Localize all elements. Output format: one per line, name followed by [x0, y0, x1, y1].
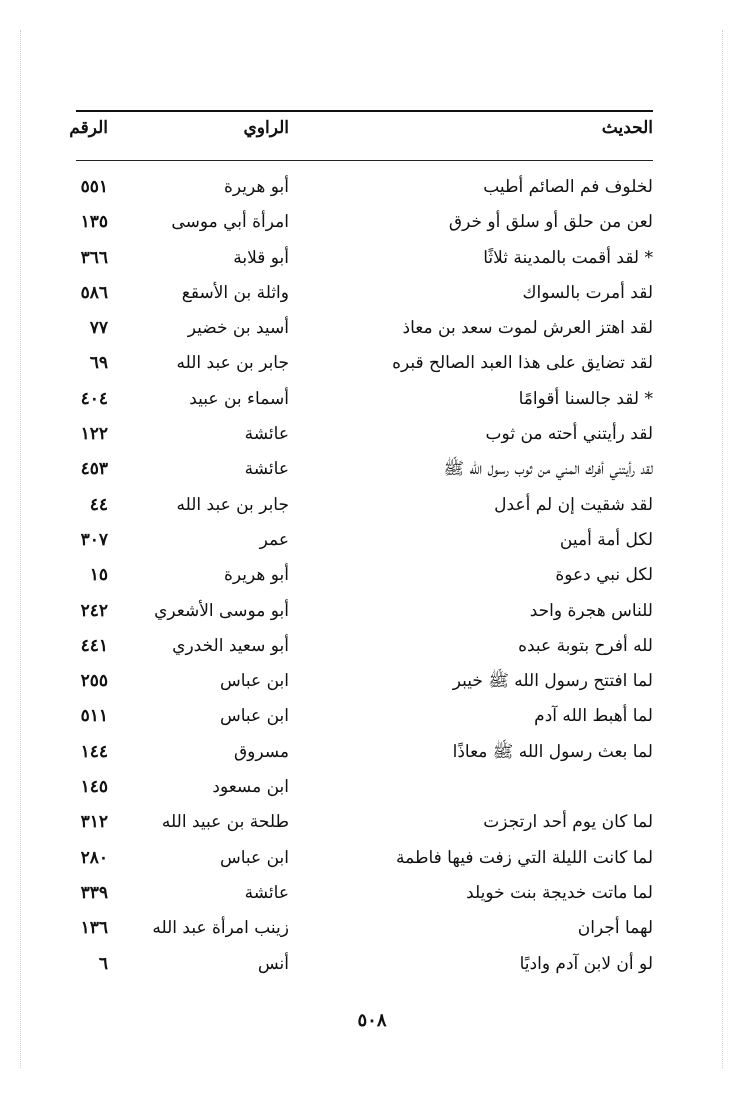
- hadith-number: ٤٤١: [80, 635, 108, 656]
- hadith-number: ٥٥١: [80, 177, 108, 197]
- header-hadith: الحديث: [601, 118, 653, 138]
- narrator-name: عائشة: [244, 882, 289, 903]
- table-row: [0, 276, 744, 311]
- table-row: [0, 170, 744, 205]
- table-row: [0, 911, 744, 946]
- narrator-name: أبو هريرة: [223, 177, 289, 197]
- table-row: [0, 417, 744, 452]
- hadith-number: ٢٤٢: [80, 600, 108, 621]
- table-row: [0, 523, 744, 558]
- hadith-text: لله أفرح بتوبة عبده: [518, 635, 653, 656]
- top-rule: [76, 110, 653, 112]
- hadith-text: لعن من حلق أو سلق أو خرق: [448, 212, 653, 233]
- narrator-name: أبو موسى الأشعري: [154, 600, 289, 621]
- table-row: [0, 241, 744, 276]
- narrator-name: ابن عباس: [219, 706, 289, 727]
- hadith-text: لما افتتح رسول الله ﷺ خيبر: [452, 671, 653, 692]
- page-number: ٥٠٨: [357, 1010, 387, 1031]
- hadith-text: لقد تضايق على هذا العبد الصالح قبره: [392, 353, 653, 374]
- hadith-text: لقد رأيتني أحته من ثوب: [485, 424, 653, 445]
- table-row: [0, 311, 744, 346]
- hadith-number: ١٣٥: [80, 212, 108, 233]
- hadith-number: ٥٨٦: [80, 282, 108, 303]
- hadith-text: لكل نبي دعوة: [555, 565, 653, 586]
- hadith-text: لهما أجران: [577, 918, 653, 939]
- hadith-text: * لقد أقمت بالمدينة ثلاثًا: [483, 247, 653, 268]
- table-row: [0, 876, 744, 911]
- hadith-text: لما بعث رسول الله ﷺ معاذًا: [452, 741, 653, 762]
- table-row: [0, 382, 744, 417]
- hadith-number: ٣١٢: [80, 812, 108, 833]
- hadith-text: لكل أمة أمين: [559, 529, 653, 550]
- narrator-name: ابن عباس: [219, 847, 289, 868]
- narrator-name: ابن عباس: [219, 671, 289, 692]
- hadith-text: لما أهبط الله آدم: [534, 706, 653, 727]
- hadith-text: لقد رأيتني أفرك المني من ثوب رسول الله ﷺ: [443, 459, 653, 480]
- narrator-name: جابر بن عبد الله: [176, 494, 289, 515]
- table-row: [0, 805, 744, 840]
- table-row: [0, 346, 744, 381]
- hadith-number: ١٤٥: [80, 777, 108, 798]
- narrator-name: عمر: [259, 529, 289, 550]
- table-row: [0, 594, 744, 629]
- hadith-text: لخلوف فم الصائم أطيب: [483, 177, 653, 197]
- hadith-number: ٣٠٧: [80, 529, 108, 550]
- narrator-name: طلحة بن عبيد الله: [161, 812, 289, 833]
- hadith-text: للناس هجرة واحد: [529, 600, 653, 621]
- narrator-name: ابن مسعود: [212, 777, 289, 798]
- narrator-name: جابر بن عبد الله: [176, 353, 289, 374]
- hadith-number: ٧٧: [89, 318, 108, 339]
- hadith-number: ٤٤: [89, 494, 108, 515]
- hadith-number: ٤٥٣: [80, 459, 108, 480]
- hadith-text: * لقد جالسنا أقوامًا: [518, 388, 653, 409]
- hadith-text: لقد اهتز العرش لموت سعد بن معاذ: [402, 318, 653, 339]
- narrator-name: أسيد بن خضير: [187, 318, 289, 339]
- header-rawi: الراوي: [243, 118, 289, 138]
- table-row: [0, 770, 744, 805]
- hadith-number: ١٥: [89, 565, 108, 586]
- table-row: [0, 664, 744, 699]
- hadith-number: ٣٣٩: [80, 882, 108, 903]
- table-header: [0, 118, 744, 150]
- hadith-number: ٢٨٠: [80, 847, 108, 868]
- narrator-name: أبو هريرة: [223, 565, 289, 586]
- table-row: [0, 841, 744, 876]
- narrator-name: واثلة بن الأسقع: [181, 282, 289, 303]
- hadith-number: ٣٦٦: [80, 247, 108, 268]
- narrator-name: عائشة: [244, 424, 289, 445]
- table-row: [0, 558, 744, 593]
- table-row: [0, 452, 744, 487]
- narrator-name: أبو سعيد الخدري: [172, 635, 289, 656]
- header-number: الرقم: [69, 118, 108, 138]
- hadith-number: ٤٠٤: [80, 388, 108, 409]
- narrator-name: أبو قلابة: [233, 247, 289, 268]
- narrator-name: امرأة أبي موسى: [171, 212, 289, 233]
- hadith-text: لقد أمرت بالسواك: [522, 282, 653, 303]
- hadith-text: لقد شقيت إن لم أعدل: [494, 494, 653, 515]
- table-row: [0, 205, 744, 240]
- table-row: [0, 488, 744, 523]
- table-row: [0, 699, 744, 734]
- index-table: [0, 170, 744, 982]
- table-row: [0, 629, 744, 664]
- hadith-number: ٥١١: [80, 706, 108, 727]
- hadith-text: لما كان يوم أحد ارتجزت: [483, 812, 653, 833]
- narrator-name: زينب امرأة عبد الله: [152, 918, 289, 939]
- table-row: [0, 735, 744, 770]
- hadith-text: لو أن لابن آدم واديًا: [519, 953, 653, 974]
- hadith-number: ٢٥٥: [80, 671, 108, 692]
- narrator-name: مسروق: [233, 741, 289, 762]
- hadith-text: لما كانت الليلة التي زفت فيها فاطمة: [396, 847, 653, 868]
- hadith-number: ١٤٤: [80, 741, 108, 762]
- narrator-name: أنس: [257, 953, 289, 974]
- hadith-text: لما ماتت خديجة بنت خويلد: [466, 882, 653, 903]
- narrator-name: عائشة: [244, 459, 289, 480]
- header-rule: [76, 160, 653, 161]
- hadith-number: ٦٩: [89, 353, 108, 374]
- narrator-name: أسماء بن عبيد: [189, 388, 289, 409]
- hadith-number: ١٢٢: [80, 424, 108, 445]
- hadith-number: ١٣٦: [80, 918, 108, 939]
- table-row: [0, 947, 744, 982]
- hadith-number: ٦: [98, 953, 108, 974]
